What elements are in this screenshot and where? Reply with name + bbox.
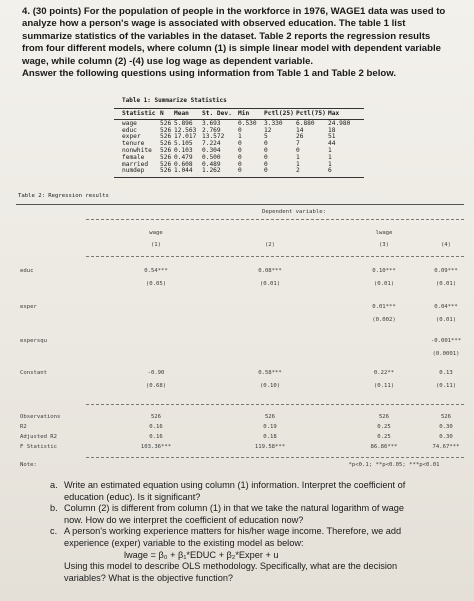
regression-results-table [16,204,464,472]
table1-cell: 0 [238,126,242,134]
standard-error-cell: (0.68) [145,383,167,389]
standard-error-cell: (0.05) [145,281,167,287]
table-rule [86,404,464,405]
table1-cell: 0 [238,140,242,148]
table1-cell: 2 [296,167,300,175]
intro-line-3: from four different models, where column (1) is simple linear model with dependent variable [22,43,442,55]
coefficient-cell: -0.90 [147,370,165,376]
standard-error-cell: (0.11) [435,383,457,389]
table1-cell: 3.330 [264,119,283,127]
column-number: (1) [150,242,162,248]
stat-value-cell: 86.86*** [370,444,398,450]
stat-label-r2: R2 [20,424,27,430]
subquestions [50,480,460,584]
table1-cell: 6.880 [296,119,315,127]
dependent-variable-header: Dependent variable: [262,209,326,215]
table1-body [114,120,364,178]
table1-cell: 12.563 [174,126,197,134]
standard-error-cell: (0.01) [259,281,281,287]
question-header [22,6,462,80]
standard-error-cell: (0.11) [373,383,395,389]
table1-cell: 526 [160,133,172,141]
stat-value-cell: 526 [150,414,162,420]
stat-label-adj_r2: Adjusted R2 [20,434,58,440]
table1-cell: 51 [328,133,336,141]
table1-cell: 44 [328,140,336,148]
table1-cell: 26 [296,133,304,141]
intro-line-2: summarize statistics of the variables in the dataset. Table 2 reports the regression results [22,30,431,42]
coefficient-cell: 0.10*** [372,268,396,274]
stat-value-cell: 0.16 [149,424,163,430]
stat-value-cell: 0.16 [149,434,163,440]
table1-cell: 12 [264,126,272,134]
coefficient-cell: 0.09*** [434,268,458,274]
standard-error-cell: (0.0001) [432,351,460,357]
table1-cell: 7 [296,140,300,148]
coefficient-cell: 0.58*** [258,370,282,376]
table1-cell: 0 [264,140,268,148]
table1-cell: 1 [328,160,332,168]
table1-cell: 526 [160,146,172,154]
coefficient-cell: 0.04*** [434,304,458,310]
table1-cell: 24.980 [328,119,351,127]
table1-header-cell: Max [328,110,340,117]
intro-line-4: wage, while column (2) -(4) use log wage as dependent variable. [22,55,314,67]
subquestion-key: c. [50,526,58,537]
subquestion-line: now. How do we interpret the coefficient of education now? [64,514,304,525]
stat-value-cell: 0.30 [439,434,453,440]
stat-value-cell: 0.25 [377,434,391,440]
table1-cell: 1 [328,146,332,154]
table1-cell: 18 [328,126,336,134]
table-rule [86,219,464,220]
table1-cell: 0 [238,167,242,175]
stat-value-cell: 0.19 [263,424,277,430]
table2-title: Table 2: Regression results [18,193,109,199]
table1-header-cell: Min [238,110,250,117]
table1-cell: 1 [296,160,300,168]
table1-cell: exper [122,133,141,141]
question-points: (30 points) [32,6,82,17]
table-rule [16,204,464,205]
table1-cell: nonwhite [122,146,152,154]
table1-cell: 0 [264,146,268,154]
table1-cell: 0 [296,146,300,154]
standard-error-cell: (0.01) [435,281,457,287]
column-number: (2) [264,242,276,248]
coefficient-cell: 0.54*** [144,268,168,274]
stat-value-cell: 526 [378,414,390,420]
table1-cell: 2.769 [202,126,221,134]
subquestion-line: variables? What is the objective function? [64,572,234,583]
subquestion-b [50,503,460,526]
table-rule [86,457,464,458]
table1-cell: numdep [122,167,145,175]
stat-value-cell: 119.58*** [254,444,286,450]
coefficient-cell: 0.22** [373,370,395,376]
table1-cell: 1 [238,133,242,141]
table1-cell: 0.608 [174,160,193,168]
subquestion-line: Column (2) is different from column (1) in that we take the natural logarithm of wage [64,503,404,514]
question-number: 4. [22,6,31,17]
coefficient-cell: 0.08*** [258,268,282,274]
table1-header-cell: Mean [174,110,189,117]
table1-cell: 0.479 [174,153,193,161]
table1-cell: 526 [160,126,172,134]
subquestion-line: Using this model to describe OLS methodology. Specifically, what are the decision [64,561,398,572]
table1-header-cell: Pctl(25) [264,110,294,117]
table-note-text: *p<0.1; **p<0.05; ***p<0.01 [348,462,440,468]
table1-cell: 1 [296,153,300,161]
model-equation: lwage = β₀ + β₁*EDUC + β₂*Exper + u [124,549,279,560]
table1-cell: educ [122,126,137,134]
subquestion-c [50,526,460,584]
table1-cell: 0.304 [202,146,221,154]
stat-label-f_stat: F Statistic [20,444,58,450]
table1-cell: 526 [160,140,172,148]
table1-cell: 1.262 [202,167,221,175]
table1-cell: female [122,153,145,161]
dep-var-label: wage [149,230,163,236]
stat-value-cell: 526 [440,414,452,420]
intro-line-0: For the population of people in the workforce in 1976, WAGE1 data was used to [83,6,446,17]
table1-cell: 5.105 [174,140,193,148]
table1-cell: wage [122,119,137,127]
table1-cell: 6 [328,167,332,175]
standard-error-cell: (0.10) [259,383,281,389]
intro-line-1: analyze how a person's wage is associated with observed education. The table 1 list [22,18,406,30]
stat-value-cell: 74.67*** [432,444,460,450]
table1-header-cell: St. Dev. [202,110,232,117]
table1-cell: 0 [238,146,242,154]
table1-cell: 14 [296,126,304,134]
standard-error-cell: (0.01) [435,317,457,323]
column-number: (4) [440,242,452,248]
table1-header-row [114,109,364,120]
table1-header-cell: N [160,110,164,117]
table1-cell: 5 [264,133,268,141]
subquestion-a [50,480,460,503]
table1-cell: 3.693 [202,119,221,127]
column-number: (3) [378,242,390,248]
row-label-educ: educ [20,268,34,274]
row-label-expersq: expersqu [20,338,47,344]
table-note-label: Note: [20,462,37,468]
stat-value-cell: 103.36*** [140,444,172,450]
stat-value-cell: 0.25 [377,424,391,430]
table1-row [114,168,364,175]
table1-title: Table 1: Summarize Statistics [122,97,227,104]
table1-cell: 0.500 [202,153,221,161]
answer-instruction: Answer the following questions using information from Table 1 and Table 2 below. [22,68,397,80]
stat-value-cell: 0.30 [439,424,453,430]
stat-value-cell: 0.18 [263,434,277,440]
table1-cell: 526 [160,153,172,161]
table1-cell: 0.489 [202,160,221,168]
standard-error-cell: (0.002) [372,317,396,323]
standard-error-cell: (0.01) [373,281,395,287]
table1-cell: 0 [238,160,242,168]
table1-cell: 526 [160,119,172,127]
summary-statistics-table [114,108,364,178]
subquestion-key: b. [50,503,58,514]
table1-cell: 526 [160,160,172,168]
table1-cell: 7.224 [202,140,221,148]
subquestion-line: education (educ). Is it significant? [64,491,201,502]
coefficient-cell: 0.13 [439,370,453,376]
table1-cell: married [122,160,149,168]
subquestion-line: Write an estimated equation using column (1) information. Interpret the coefficient of [64,480,406,490]
table1-cell: 17.017 [174,133,197,141]
table1-cell: 0 [264,153,268,161]
subquestion-line: A person's working experience matters for his/her wage income. Therefore, we add [64,526,402,537]
table1-cell: tenure [122,140,145,148]
table1-cell: 13.572 [202,133,225,141]
table1-cell: 0.103 [174,146,193,154]
table1-cell: 1 [328,153,332,161]
subquestion-key: a. [50,480,58,490]
table1-cell: 0 [238,153,242,161]
table1-cell: 0.530 [238,119,257,127]
stat-label-observations: Observations [20,414,61,420]
table-rule [86,256,464,257]
table1-cell: 5.896 [174,119,193,127]
table1-cell: 526 [160,167,172,175]
table1-cell: 1.044 [174,167,193,175]
table1-cell: 0 [264,160,268,168]
table1-header-cell: Statistic [122,110,156,117]
coefficient-cell: 0.01*** [372,304,396,310]
row-label-constant: Constant [20,370,47,376]
row-label-exper: exper [20,304,37,310]
coefficient-cell: -0.001*** [430,338,462,344]
table1-header-cell: Pctl(75) [296,110,326,117]
stat-value-cell: 526 [264,414,276,420]
table1-cell: 0 [264,167,268,175]
dep-var-label: lwage [375,230,393,236]
subquestion-line: experience (exper) variable to the existing model as below: [64,537,304,548]
